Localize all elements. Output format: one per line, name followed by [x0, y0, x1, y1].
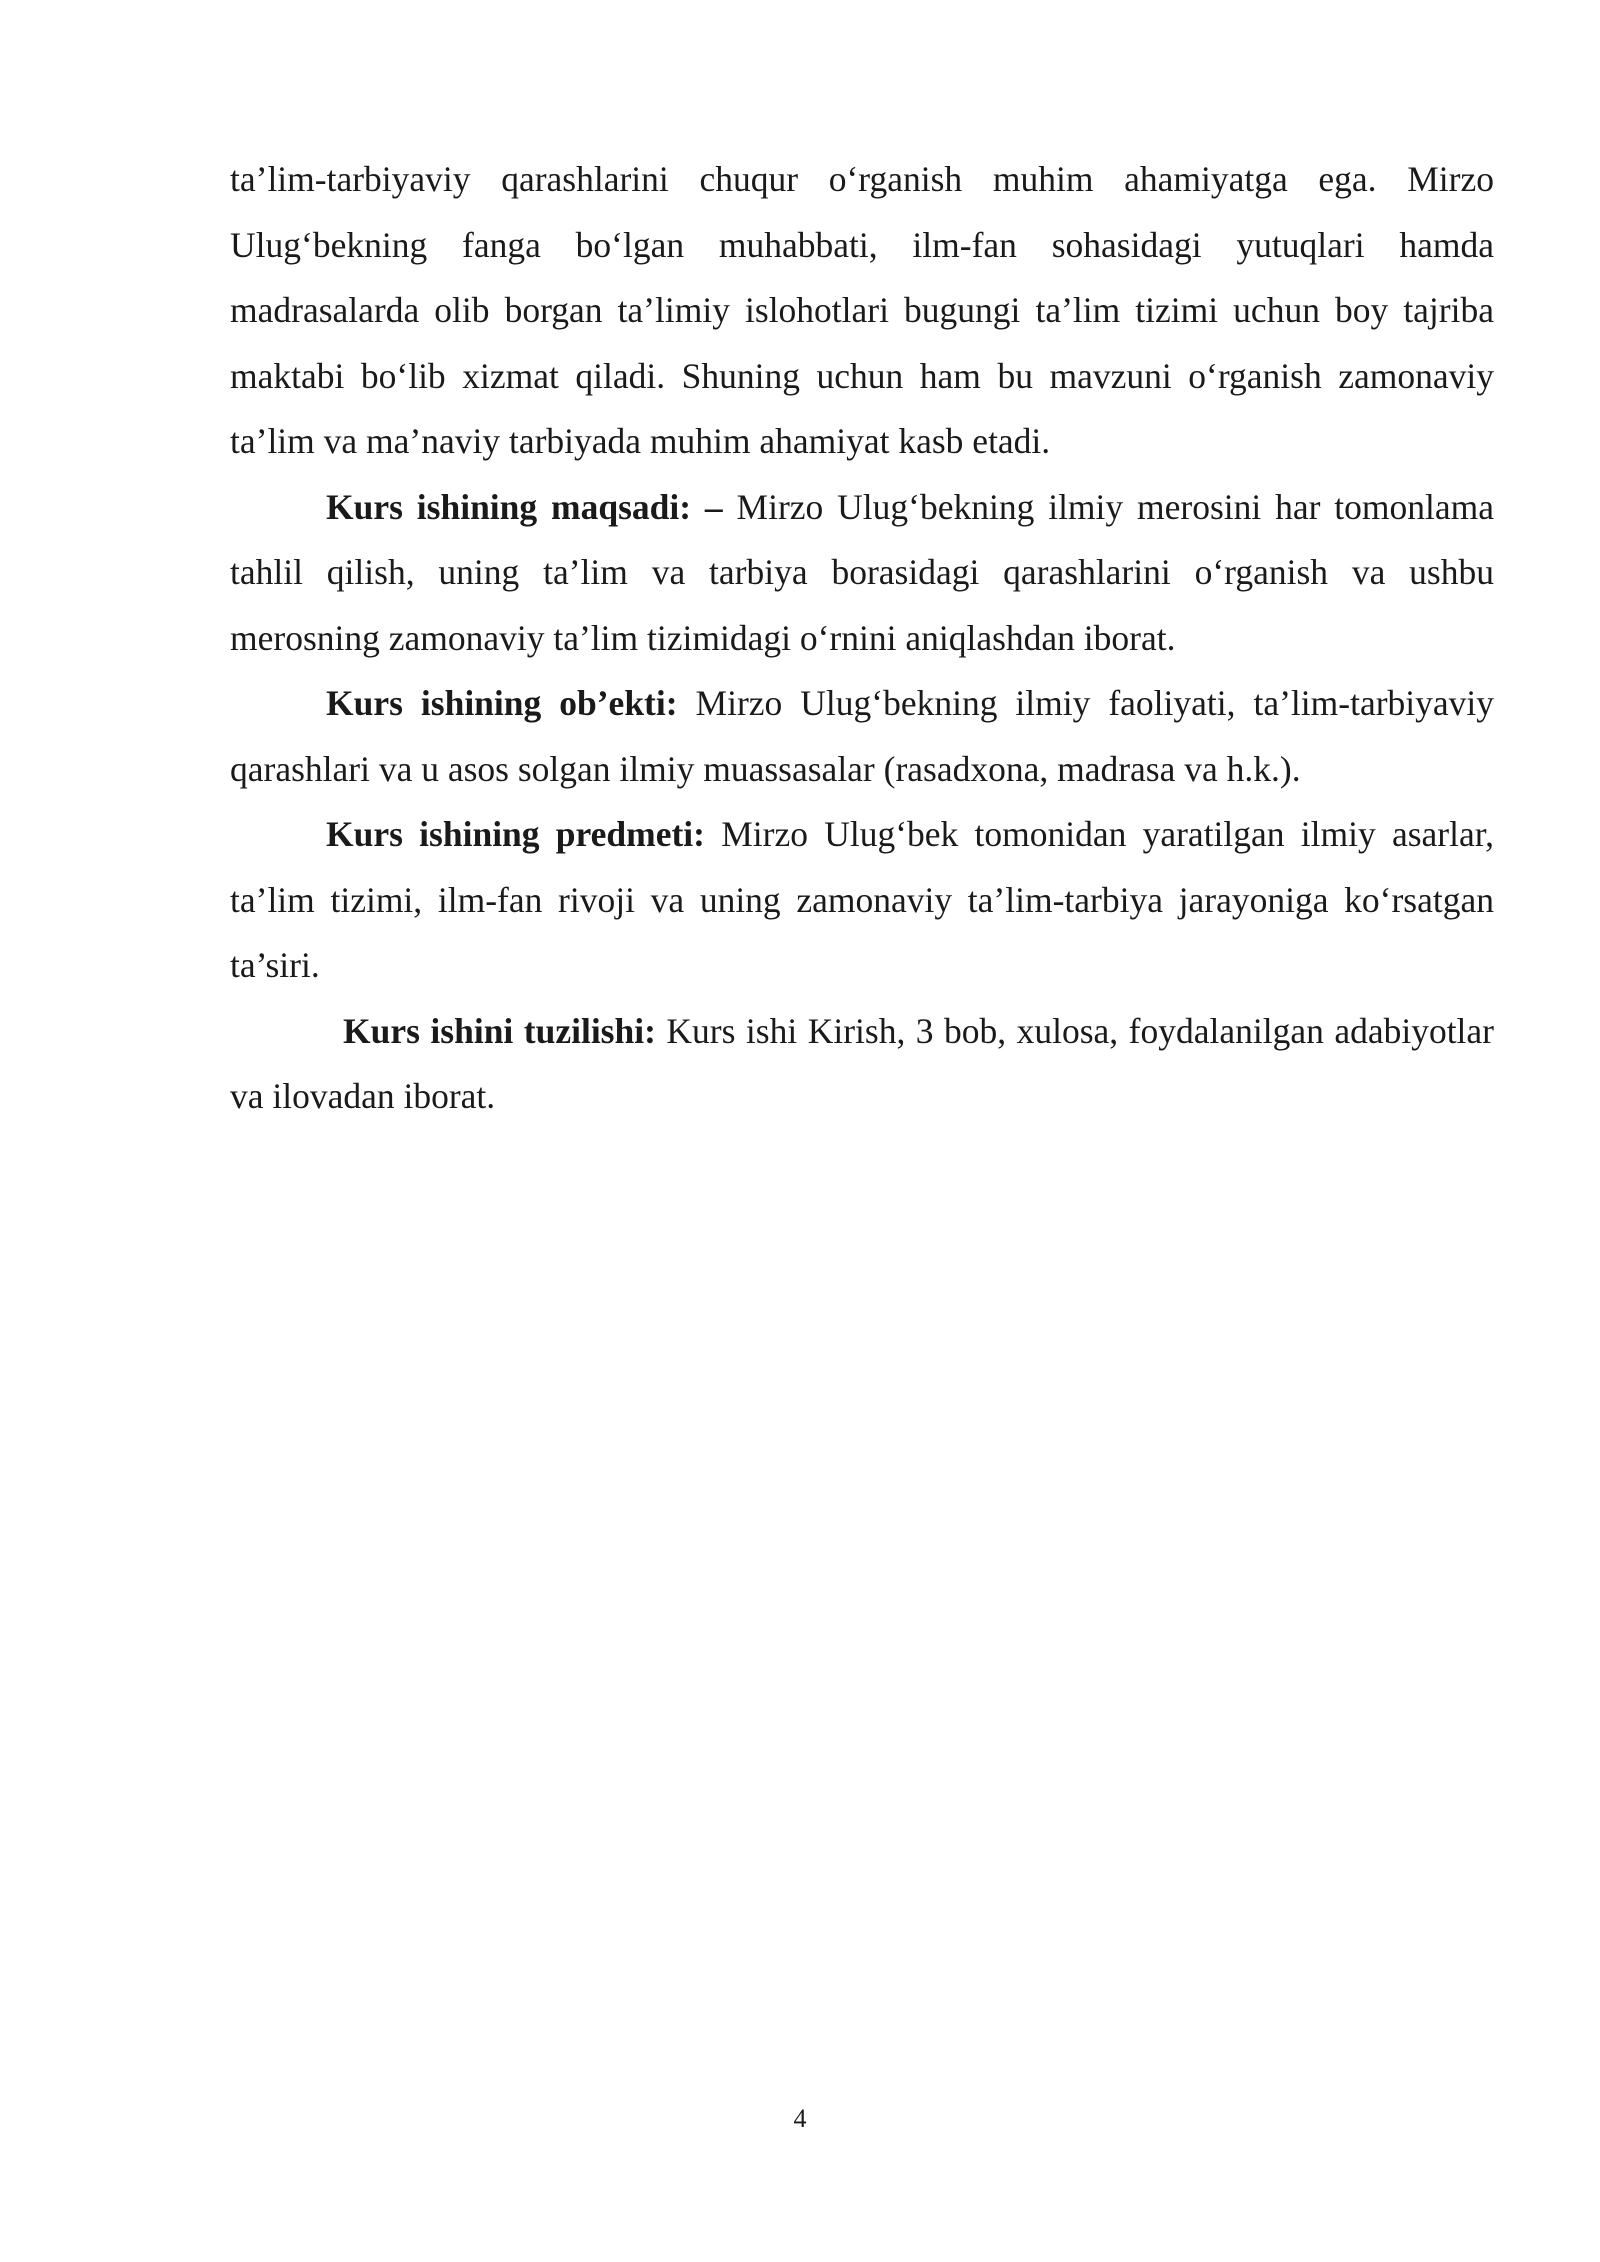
intro-paragraph [230, 147, 1494, 475]
goal-term: Kurs ishining maqsadi: – [326, 486, 723, 527]
subject-paragraph [230, 802, 1494, 999]
subject-term: Kurs ishining predmeti: [326, 814, 705, 854]
page-content [230, 147, 1494, 1130]
goal-paragraph [230, 475, 1494, 672]
structure-term: Kurs ishini tuzilishi: [343, 1010, 656, 1051]
goal-text: Mirzo Ulug‘bekning ilmiy merosini har tomonlama tahlil qilish, uning ta’lim va tarbiya borasidagi qarashlarini o‘rganish va ushbu merosning zamonaviy ta’lim tizimidagi o‘rnini aniqlashdan iborat. [230, 486, 1494, 658]
intro-paragraph-text: ta’lim-tarbiyaviy qarashlarini chuqur o‘rganish muhim ahamiyatga ega. Mirzo Ulug‘bekning fanga bo‘lgan muhabbati, ilm-fan sohasidagi yutuqlari hamda madrasalarda olib borgan ta’limiy islohotlari bugungi ta’lim tizimi uchun boy tajriba maktabi bo‘lib xizmat qiladi. Shuning uchun ham bu mavzuni o‘rganish zamonaviy ta’lim va ma’naviy tarbiyada muhim ahamiyat kasb etadi. [230, 159, 1494, 461]
structure-paragraph [230, 999, 1494, 1130]
page-number: 4 [793, 2104, 807, 2133]
object-term: Kurs ishining ob’ekti: [326, 683, 678, 723]
object-paragraph [230, 671, 1494, 802]
subject-text: Mirzo Ulug‘bek tomonidan yaratilgan ilmiy asarlar, ta’lim tizimi, ilm-fan rivoji va uning zamonaviy ta’lim-tarbiya jarayoniga ko‘rsatgan ta’siri. [230, 814, 1494, 985]
structure-text: Kurs ishi Kirish, 3 bob, xulosa, foydalanilgan adabiyotlar va ilovadan iborat. [230, 1010, 1494, 1116]
object-text: Mirzo Ulug‘bekning ilmiy faoliyati, ta’lim-tarbiyaviy qarashlari va u asos solgan ilmiy muassasalar (rasadxona, madrasa va h.k.). [230, 683, 1495, 789]
